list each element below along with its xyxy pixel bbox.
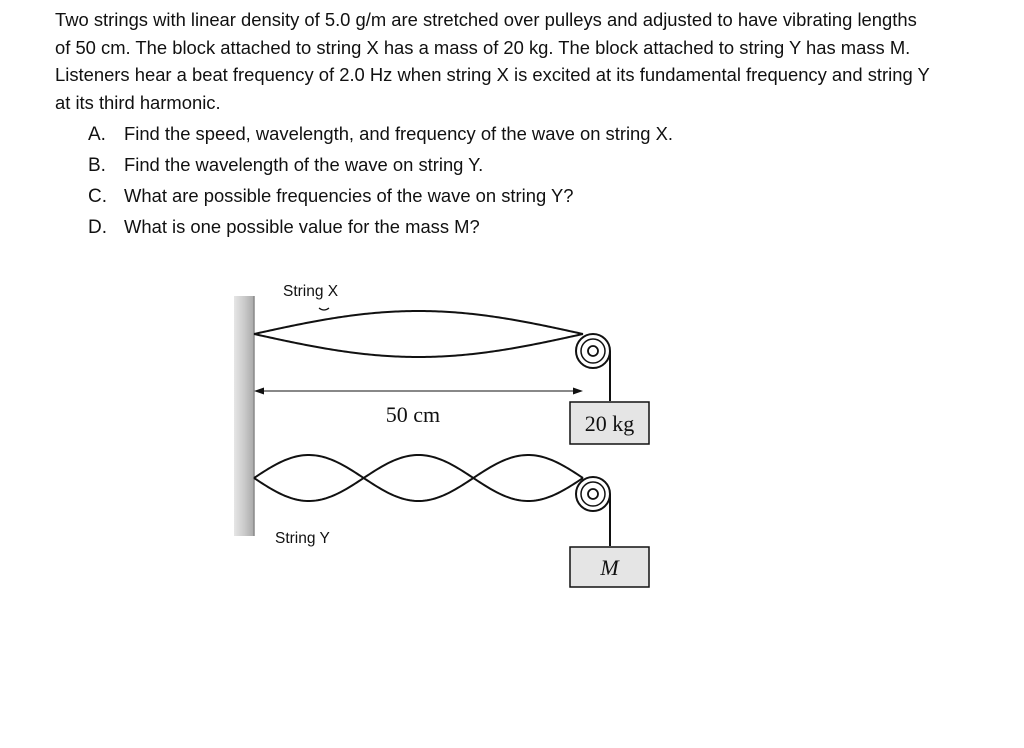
problem-statement: Two strings with linear density of 5.0 g/m are stretched over pulleys and adjusted to have vibrating lengths of 50 cm. The block attached to string X has a mass of 20 kg. The block attached to string Y has mass M. Listeners hear a beat frequency of 2.0 Hz when string X is excited at its fundamental frequency and string Y at its third harmonic. <box>55 9 930 113</box>
string-y-lower <box>254 455 583 501</box>
part-text: What is one possible value for the mass M? <box>124 216 480 237</box>
pulley-x <box>576 334 610 368</box>
arrowhead-left <box>254 388 264 395</box>
label-mark <box>319 308 329 310</box>
block-y-label: M <box>600 555 619 580</box>
part-letter: A. <box>88 124 106 145</box>
part-text: Find the wavelength of the wave on string Y. <box>124 154 484 175</box>
part-text: What are possible frequencies of the wave on string Y? <box>124 185 574 206</box>
block-x-label: 20 kg <box>584 411 635 436</box>
part-letter: B. <box>88 155 106 176</box>
part-letter: C. <box>88 186 107 207</box>
pulley-y <box>576 477 610 511</box>
length-label: 50 cm <box>385 402 441 427</box>
string-x-upper <box>254 311 583 334</box>
string-x-label: String X <box>283 283 339 300</box>
wall <box>234 296 254 536</box>
string-y-label: String Y <box>275 530 330 547</box>
arrowhead-right <box>573 388 583 395</box>
part-letter: D. <box>88 217 107 238</box>
part-text: Find the speed, wavelength, and frequency of the wave on string X. <box>124 123 673 144</box>
string-x-lower <box>254 334 583 357</box>
string-y-upper <box>254 455 583 501</box>
